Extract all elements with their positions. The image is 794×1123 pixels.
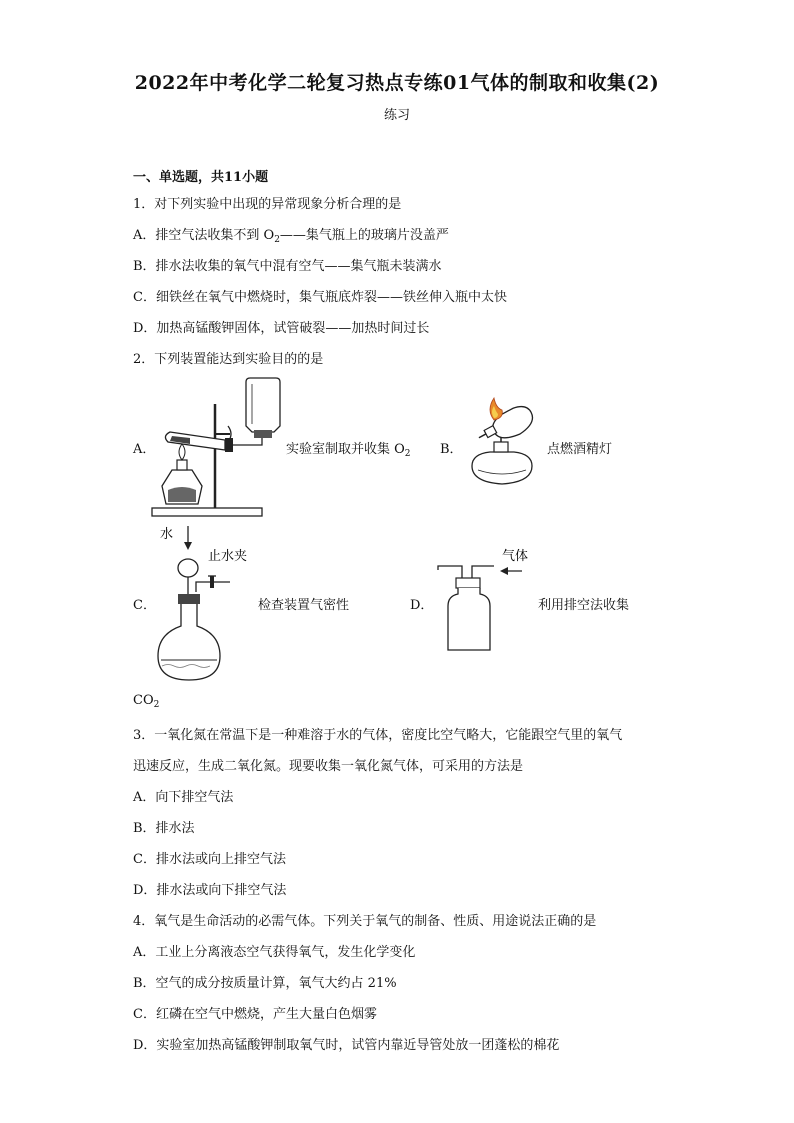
q3-option-a: A．向下排空气法 [133,790,234,805]
q2-option-d-label: D． [410,598,434,613]
q4-option-c: C．红磷在空气中燃烧，产生大量白色烟雾 [133,1007,377,1022]
q2-trailing-text: $CO_2$ [133,693,160,710]
q3-stem-line2: 迅速反应，生成二氧化氮。现要收集一氧化氮气体，可采用的方法是 [133,759,524,774]
fig-water-label: 水 [160,527,174,542]
q3-option-b: B．排水法 [133,821,195,836]
q3-option-d: D．排水法或向下排空气法 [133,883,287,898]
fig-clamp-label: 止水夹 [208,549,248,564]
fig-gas-label: 气体 [502,549,529,564]
q2-option-d-gas-bottle [432,544,542,656]
page-title: 2022年中考化学二轮复习热点专练01气体的制取和收集(2) [134,72,660,94]
q1-option-b: B．排水法收集的氧气中混有空气——集气瓶未装满水 [133,259,442,274]
q2-option-c-caption: 检查装置气密性 [258,598,350,613]
q2-option-a-caption: 实验室制取并收集 $O_2$ [286,442,411,459]
section-heading: 一、单选题，共11小题 [133,170,269,185]
q2-option-b-alcohol-lamp [464,398,544,490]
q1-option-d: D．加热高锰酸钾固体，试管破裂——加热时间过长 [133,321,430,336]
q1-option-c: C．细铁丝在氧气中燃烧时，集气瓶底炸裂——铁丝伸入瓶中太快 [133,290,507,305]
q3-option-c: C．排水法或向上排空气法 [133,852,286,867]
q1-option-a: A．排空气法收集不到 $O_2——$集气瓶上的玻璃片没盖严 [133,228,449,245]
q4-option-a: A．工业上分离液态空气获得氧气，发生化学变化 [133,945,416,960]
q2-option-a-apparatus [150,374,290,520]
q4-option-b: B．空气的成分按质量计算，氧气大约占 21% [133,976,397,991]
page-subtitle: 练习 [383,108,410,123]
q2-option-d-caption: 利用排空法收集 [538,598,630,613]
q2-option-b-label: B． [440,442,463,457]
q3-stem-line1: 3．一氧化氮在常温下是一种难溶于水的气体，密度比空气略大，它能跟空气里的氧气 [133,728,623,743]
q2-stem: 2．下列装置能达到实验目的的是 [133,352,324,367]
q4-stem: 4．氧气是生命活动的必需气体。下列关于氧气的制备、性质、用途说法正确的是 [133,914,597,929]
q2-option-b-caption: 点燃酒精灯 [547,442,613,457]
q1-stem: 1．对下列实验中出现的异常现象分析合理的是 [133,197,402,212]
q2-option-a-label: A． [133,442,156,457]
q2-option-c-apparatus [150,520,260,682]
q4-option-d: D．实验室加热高锰酸钾制取氧气时，试管内靠近导管处放一团蓬松的棉花 [133,1038,560,1053]
q2-option-c-label: C． [133,598,156,613]
